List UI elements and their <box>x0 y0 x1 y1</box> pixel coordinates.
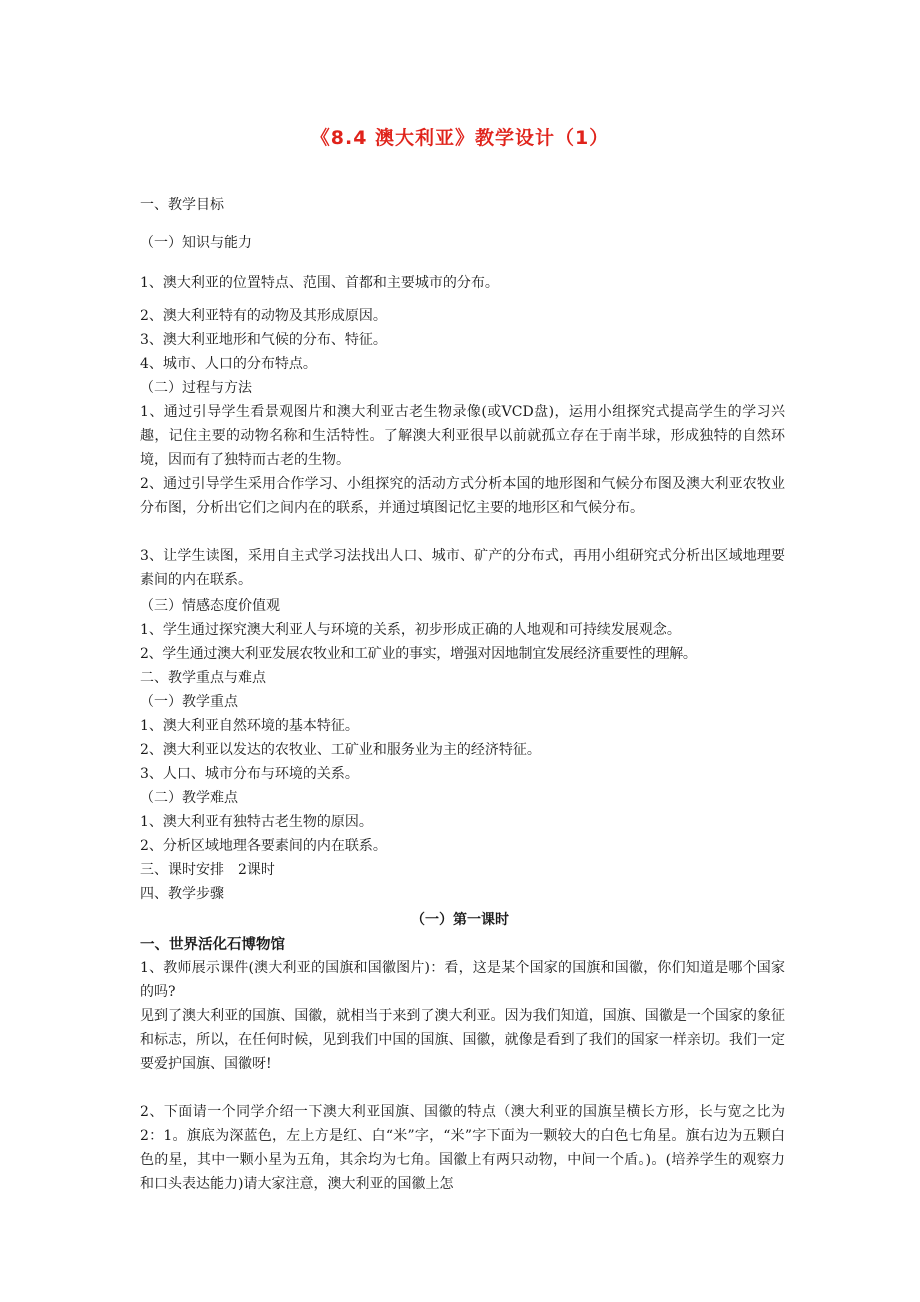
difficulty-1: 1、澳大利亚有独特古老生物的原因。 <box>140 814 373 830</box>
subheading-difficulties: （二）教学难点 <box>140 790 238 806</box>
section-heading-schedule: 三、课时安排 2课时 <box>140 862 275 878</box>
key-point-3: 3、人口、城市分布与环境的关系。 <box>140 766 359 782</box>
subheading-process: （二）过程与方法 <box>140 380 252 396</box>
teaching-step-2: 2、下面请一个同学介绍一下澳大利亚国旗、国徽的特点（澳大利亚的国旗呈横长方形，长与宽之比为2：1。旗底为深蓝色，左上方是红、白“米”字，“米”字下面为一颗较大的白色七角星。旗右边为五颗白色的星，其中一颗小星为五角，其余均为七角。国徽上有两只动物，中间一个盾。)。(培养学生的观察力和口头表达能力)请大家注意，澳大利亚的国徽上怎 <box>140 1104 785 1192</box>
teaching-step-1: 1、教师展示课件(澳大利亚的国旗和国徽图片)：看，这是某个国家的国旗和国徽，你们知道是哪个国家的吗? <box>140 960 785 1000</box>
key-point-2: 2、澳大利亚以发达的农牧业、工矿业和服务业为主的经济特征。 <box>140 742 541 758</box>
part-heading: 一、世界活化石博物馆 <box>140 937 285 953</box>
process-item-2: 2、通过引导学生采用合作学习、小组探究的活动方式分析本国的地形图和气候分布图及澳大利亚农牧业分布图，分析出它们之间内在的联系，并通过填图记忆主要的地形区和气候分布。 <box>140 476 785 516</box>
knowledge-item-1: 1、澳大利亚的位置特点、范围、首都和主要城市的分布。 <box>140 275 499 291</box>
subheading-knowledge: （一）知识与能力 <box>140 235 252 251</box>
subheading-values: （三）情感态度价值观 <box>140 598 280 614</box>
section-heading-focus: 二、教学重点与难点 <box>140 670 266 686</box>
values-item-1: 1、学生通过探究澳大利亚人与环境的关系，初步形成正确的人地观和可持续发展观念。 <box>140 622 681 638</box>
process-item-3: 3、让学生读图，采用自主式学习法找出人口、城市、矿产的分布式，再用小组研究式分析出区域地理要素间的内在联系。 <box>140 548 785 588</box>
process-item-1: 1、通过引导学生看景观图片和澳大利亚古老生物录像(或VCD盘)，运用小组探究式提高学生的学习兴趣，记住主要的动物名称和生活特性。了解澳大利亚很早以前就孤立存在于南半球，形成独特的自然环境，因而有了独特而古老的生物。 <box>140 404 785 468</box>
difficulty-2: 2、分析区域地理各要素间的内在联系。 <box>140 838 387 854</box>
lesson-heading: （一）第一课时 <box>411 912 509 928</box>
section-heading-steps: 四、教学步骤 <box>140 886 224 902</box>
knowledge-item-2: 2、澳大利亚特有的动物及其形成原因。 <box>140 308 387 324</box>
document-title: 《8.4 澳大利亚》教学设计（1） <box>310 127 610 149</box>
teaching-step-1-explanation: 见到了澳大利亚的国旗、国徽，就相当于来到了澳大利亚。因为我们知道，国旗、国徽是一个国家的象征和标志，所以，在任何时候，见到我们中国的国旗、国徽，就像是看到了我们的国家一样亲切。我们一定要爱护国旗、国徽呀! <box>140 1008 785 1072</box>
knowledge-item-4: 4、城市、人口的分布特点。 <box>140 356 317 372</box>
subheading-key-points: （一）教学重点 <box>140 694 238 710</box>
knowledge-item-3: 3、澳大利亚地形和气候的分布、特征。 <box>140 332 387 348</box>
values-item-2: 2、学生通过澳大利亚发展农牧业和工矿业的事实，增强对因地制宜发展经济重要性的理解。 <box>140 646 697 662</box>
section-heading-objectives: 一、教学目标 <box>140 197 224 213</box>
key-point-1: 1、澳大利亚自然环境的基本特征。 <box>140 718 359 734</box>
